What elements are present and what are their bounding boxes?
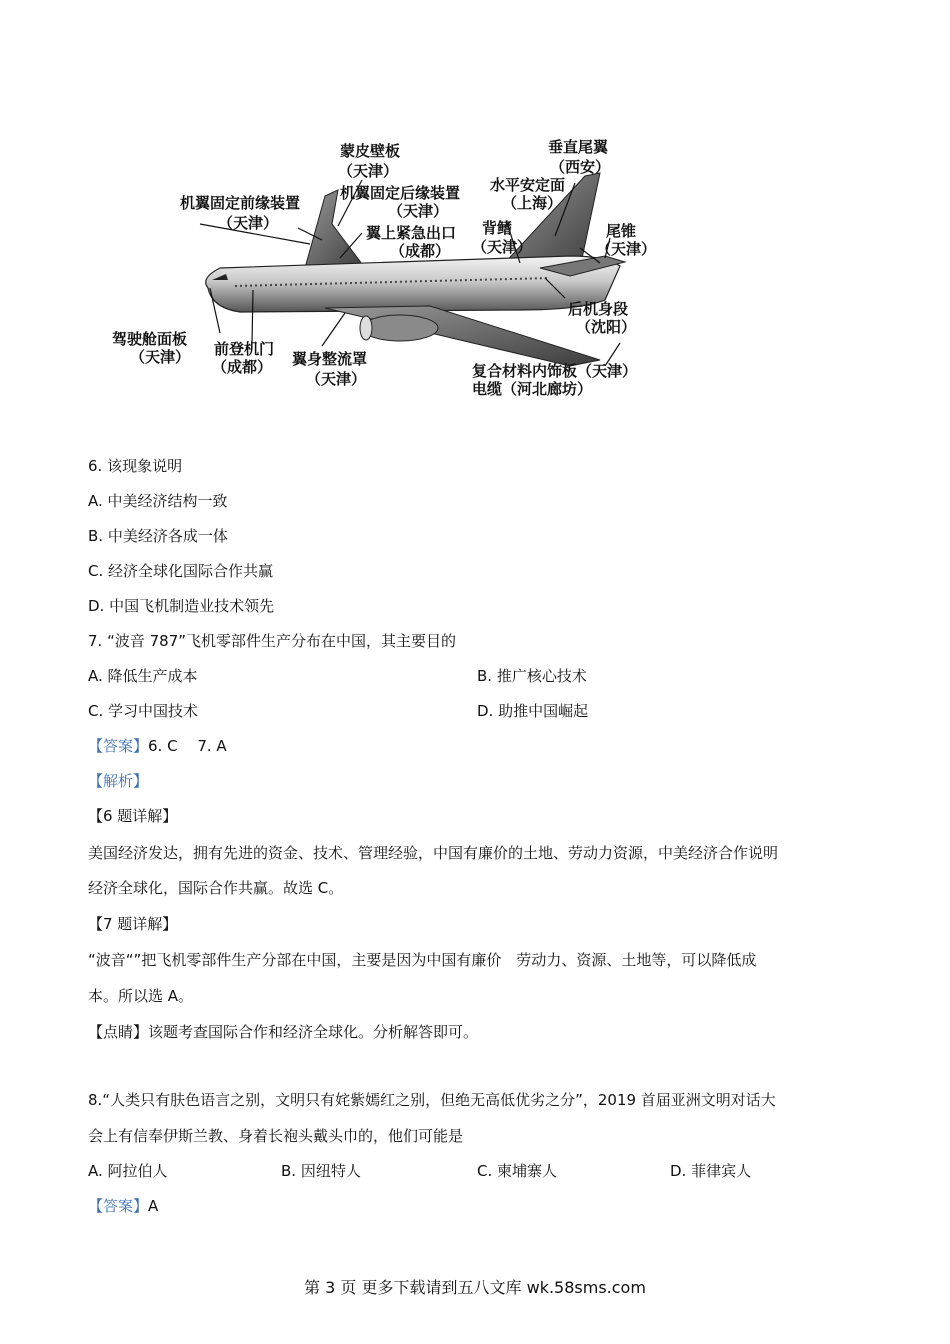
engine [362,315,438,341]
label-vertical-tail: 垂直尾翼 [548,138,609,156]
answer-text: 6. C 7. A [148,737,227,755]
label-dorsal-fin-city: （天津） [472,238,533,256]
label-wing-leading-edge-city: （天津） [218,214,279,232]
page-footer: 第 3 页 更多下载请到五八文库 wk.58sms.com [304,1278,646,1297]
label-aft-fuselage-city: （沈阳） [576,318,637,336]
label-horizontal-stabilizer-city: （上海） [502,194,563,212]
label-wing-trailing-edge-city: （天津） [388,202,449,220]
answer2-text: A [148,1197,159,1215]
q6-option-c: C. 经济全球化国际合作共赢 [88,562,274,580]
detail6-line2: 经济全球化，国际合作共赢。故选 C。 [88,879,344,897]
q8-option-d: D. 菲律宾人 [670,1162,752,1180]
airplane-diagram [100,128,680,418]
answer-tag: 【答案】 [88,737,149,755]
label-aft-fuselage: 后机身段 [568,300,629,318]
comment-line: 【点睛】该题考查国际合作和经济全球化。分析解答即可。 [88,1023,479,1041]
q8-option-c: C. 柬埔寨人 [477,1162,558,1180]
label-skin-panel: 蒙皮壁板 [340,142,401,160]
q6-option-b: B. 中美经济各成一体 [88,527,228,545]
label-dorsal-fin: 背鳍 [482,219,513,237]
label-composite-panel: 复合材料内饰板（天津） [472,362,638,380]
label-wing-fairing: 翼身整流罩 [292,350,368,368]
label-cockpit-panel-city: （天津） [130,348,191,366]
label-wing-leading-edge: 机翼固定前缘装置 [180,194,301,212]
label-emergency-exit: 翼上紧急出口 [366,224,457,242]
label-cockpit-panel: 驾驶舱面板 [112,330,188,348]
q7-option-d: D. 助推中国崛起 [477,702,589,720]
detail7-line1: “波音“”把飞机零部件生产分部在中国，主要是因为中国有廉价 劳动力、资源、土地等，可以降低成 [88,951,757,969]
label-cable: 电缆（河北廊坊） [472,380,593,398]
q6-stem: 6. 该现象说明 [88,457,183,475]
detail6-line1: 美国经济发达，拥有先进的资金、技术、管理经验，中国有廉价的土地、劳动力资源，中美经济合作说明 [88,844,779,862]
q7-option-b: B. 推广核心技术 [477,667,587,685]
q7-option-a: A. 降低生产成本 [88,667,198,685]
q7-option-c: C. 学习中国技术 [88,702,199,720]
q6-option-d: D. 中国飞机制造业技术领先 [88,597,275,615]
airplane-figure [100,128,680,418]
answer2-tag: 【答案】 [88,1197,149,1215]
q6-option-a: A. 中美经济结构一致 [88,492,228,510]
q8-line2: 会上有信奉伊斯兰教、身着长袍头戴头巾的，他们可能是 [88,1127,464,1145]
analysis-tag: 【解析】 [88,772,149,790]
label-vertical-tail-city: （西安） [550,158,611,176]
q8-option-a: A. 阿拉伯人 [88,1162,168,1180]
q8-option-b: B. 因纽特人 [281,1162,361,1180]
detail7-line2: 本。所以选 A。 [88,987,194,1005]
label-wing-trailing-edge: 机翼固定后缘装置 [340,184,461,202]
detail7-head: 【7 题详解】 [88,915,178,933]
q7-stem: 7. “波音 787”飞机零部件生产分布在中国，其主要目的 [88,632,457,650]
detail6-head: 【6 题详解】 [88,807,178,825]
label-tail-cone-city: （天津） [596,240,657,258]
answer-line-1 [88,736,227,756]
q8-line1: 8.“人类只有肤色语言之别，文明只有姹紫嫣红之别，但绝无高低优劣之分”，2019 首届亚洲文明对话大 [88,1091,776,1109]
answer-line-2 [88,1196,158,1216]
label-horizontal-stabilizer: 水平安定面 [490,176,566,194]
label-front-door: 前登机门 [214,340,275,358]
label-tail-cone: 尾锥 [606,222,637,240]
label-front-door-city: （成都） [212,358,273,376]
label-emergency-exit-city: （成都） [390,242,451,260]
label-skin-panel-city: （天津） [338,162,399,180]
label-wing-fairing-city: （天津） [306,370,367,388]
